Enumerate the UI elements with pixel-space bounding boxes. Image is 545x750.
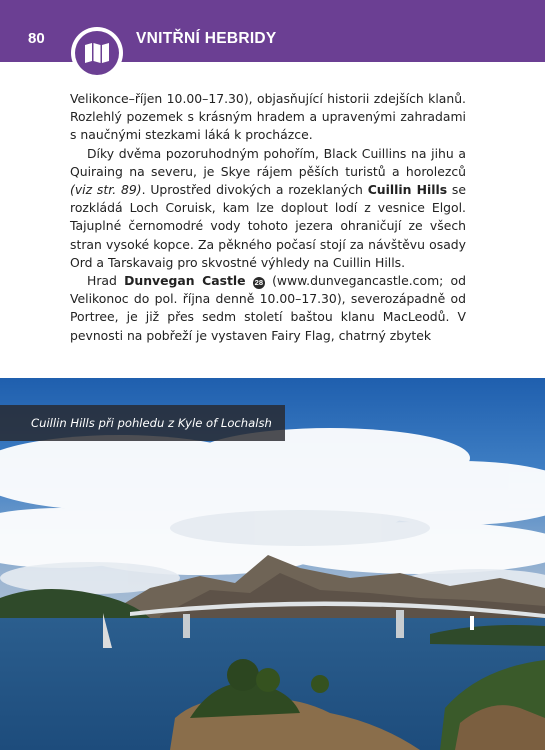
place-name-cuillin-hills: Cuillin Hills [367, 182, 448, 198]
section-title: VNITŘNÍ HEBRIDY [136, 30, 277, 47]
section-badge [71, 27, 123, 79]
map-marker-number: 28 [254, 278, 264, 288]
page-reference: (viz str. 89) [70, 182, 142, 198]
paragraph: Velikonce–říjen 10.00–17.30), objasňující historii zdejších klanů. Rozlehlý pozemek s krásným hradem a upravenými zahradami s naučnými stezkami láká k procházce. [70, 91, 466, 143]
paragraph: Díky dvěma pozoruhodným pohořím, Black Cuillins na jihu a Quiraing na severu, je Skye rájem pěších turistů a horolezců (viz str. 89). Uprostřed divokých a rozeklaných Cuillin Hills se rozkládá Loch Coruisk, kam lze doplout lodí z vesnice Elgol. Tajuplné černomodré vody tohoto jezera ohraničují ze všech stran vysoké kopce. Za pěkného počasí stojí za návštěvu osady Ord a Tarskavaig pro skvostné výhledy na Cuillin Hills. [70, 145, 466, 270]
map-icon [84, 42, 110, 64]
article-text [70, 90, 466, 345]
photo-caption-box [0, 405, 285, 441]
photo-caption: Cuillin Hills při pohledu z Kyle of Lochalsh [31, 416, 272, 430]
paragraph: Hrad Dunvegan Castle 28 (www.dunvegancastle.com; od Velikonoc do pol. října denně 10.00–17.30), severozápadně od Portree, je již přes sedm století baštou klanu MacLeodů. V pevnosti na pobřeží je vystaven Fairy Flag, chatrný zbytek [70, 273, 466, 343]
place-name-dunvegan-castle: Dunvegan Castle [124, 273, 246, 289]
page-number: 80 [28, 30, 45, 47]
